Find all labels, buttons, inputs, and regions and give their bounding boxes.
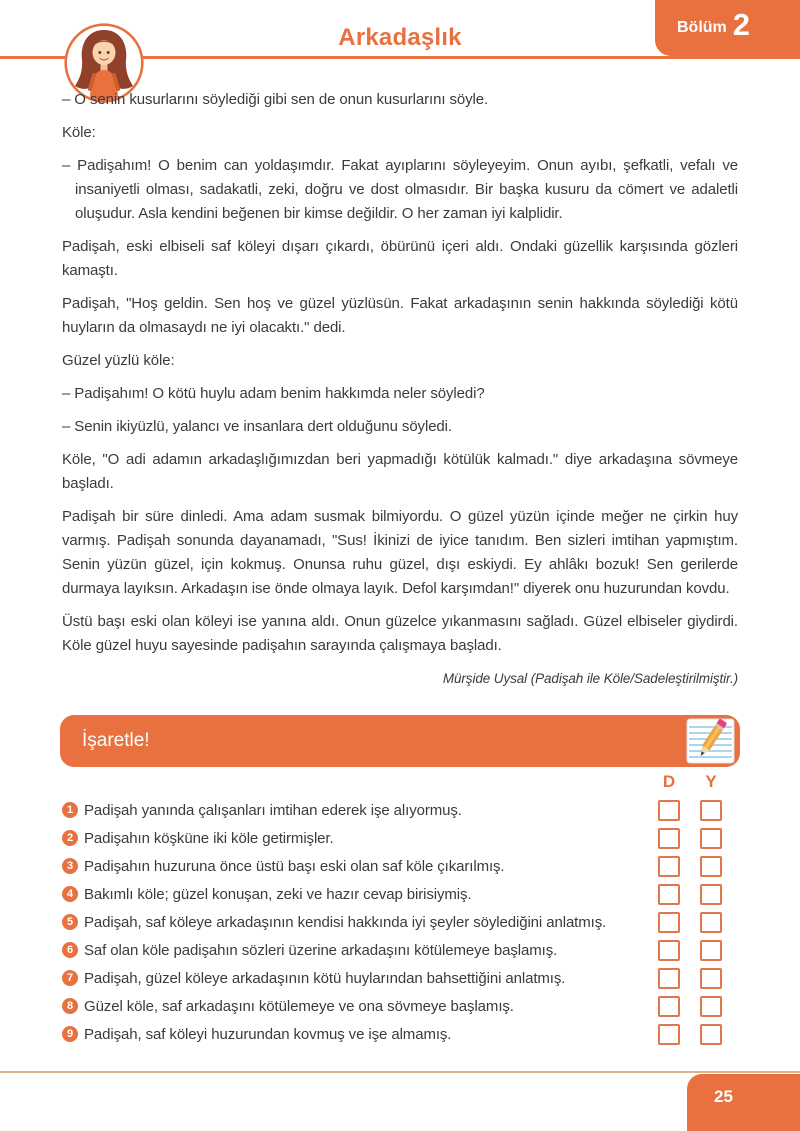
quiz-item xyxy=(62,800,738,821)
item-text: Padişahın huzuruna önce üstü başı eski olan saf köle çıkarılmış. xyxy=(84,858,505,875)
item-number-badge: 7 xyxy=(62,970,78,986)
item-number-badge: 8 xyxy=(62,998,78,1014)
checkbox-dogru[interactable] xyxy=(658,968,680,989)
checkbox-dogru[interactable] xyxy=(658,884,680,905)
story-text xyxy=(62,88,738,691)
item-text: Padişah, saf köleye arkadaşının kendisi hakkında iyi şeyler söylediğini anlatmış. xyxy=(84,914,607,931)
activity-banner-label: İşaretle! xyxy=(82,730,150,751)
story-paragraph: Üstü başı eski olan köleyi ise yanına aldı. Onun güzelce yıkanmasını sağladı. Güzel elbiseler giydirdi. Köle güzel huyu sayesinde padişahın sarayında çalışmaya başladı. xyxy=(62,613,738,654)
column-header-dogru: D xyxy=(662,772,676,791)
chapter-number: 2 xyxy=(732,7,751,42)
story-paragraph: Padişah bir süre dinledi. Ama adam susmak bilmiyordu. O güzel yüzün içinde meğer ne çirkin huy varmış. Padişah sonunda dayanamadı, "Sus! İkinizi de iyice tanıdım. Ben sizleri imtihan yapmıştım. Senin yüzün güzel, için kokmuş. Onunsa ruhu güzel, dışı eskiydi. Ey ahlâkı bozuk! Sen gerilerde durmaya layıksın. Arkadaşın ise önde olmaya layık. Defol karşımdan!" diyerek onu huzurundan kovdu. xyxy=(62,508,738,597)
checkbox-yanlis[interactable] xyxy=(700,912,722,933)
item-text: Padişah, saf köleyi huzurundan kovmuş ve işe almamış. xyxy=(84,1026,452,1043)
item-text: Padişah, güzel köleye arkadaşının kötü huylarından bahsettiğini anlatmış. xyxy=(84,970,566,987)
story-paragraph: – O senin kusurlarını söylediği gibi sen de onun kusurlarını söyle. xyxy=(62,91,489,108)
quiz-item xyxy=(62,968,738,989)
checkbox-dogru[interactable] xyxy=(658,1024,680,1045)
pencil-notepad-icon xyxy=(686,718,735,764)
story-paragraph: – Padişahım! O kötü huylu adam benim hakkımda neler söyledi? xyxy=(62,385,485,402)
page-title: Arkadaşlık xyxy=(338,24,462,51)
quiz-item xyxy=(62,856,738,877)
item-number-badge: 3 xyxy=(62,858,78,874)
story-paragraph: Köle, "O adi adamın arkadaşlığımızdan beri yapmadığı kötülük kalmadı." diye arkadaşına sövmeye başladı. xyxy=(62,451,738,492)
story-attribution: Mürşide Uysal (Padişah ile Köle/Sadeleştirilmiştir.) xyxy=(442,671,738,686)
quiz-item xyxy=(62,1024,738,1045)
item-text: Padişah yanında çalışanları imtihan ederek işe alıyormuş. xyxy=(84,802,462,819)
item-number-badge: 5 xyxy=(62,914,78,930)
page-number-badge xyxy=(687,1074,800,1131)
column-header-yanlis: Y xyxy=(705,772,717,791)
item-number-badge: 9 xyxy=(62,1026,78,1042)
checkbox-yanlis[interactable] xyxy=(700,800,722,821)
quiz-item xyxy=(62,912,738,933)
checkbox-dogru[interactable] xyxy=(658,996,680,1017)
item-text: Güzel köle, saf arkadaşını kötülemeye ve ona sövmeye başlamış. xyxy=(84,998,514,1015)
checkbox-dogru[interactable] xyxy=(658,912,680,933)
checkbox-yanlis[interactable] xyxy=(700,828,722,849)
checkbox-yanlis[interactable] xyxy=(700,996,722,1017)
footer-divider xyxy=(0,1071,800,1073)
item-number-badge: 2 xyxy=(62,830,78,846)
story-paragraph: Padişah, "Hoş geldin. Sen hoş ve güzel yüzlüsün. Fakat arkadaşının senin hakkında söylediği kötü huyların da olmasaydı ne iyi olacaktı." dedi. xyxy=(62,295,738,336)
item-text: Padişahın köşküne iki köle getirmişler. xyxy=(84,830,334,847)
activity-banner xyxy=(60,715,740,767)
story-paragraph: Güzel yüzlü köle: xyxy=(62,352,175,369)
checkbox-dogru[interactable] xyxy=(658,828,680,849)
checkbox-dogru[interactable] xyxy=(658,800,680,821)
checkbox-yanlis[interactable] xyxy=(700,968,722,989)
checkbox-yanlis[interactable] xyxy=(700,856,722,877)
quiz-item xyxy=(62,996,738,1017)
quiz-column-headers xyxy=(62,772,738,800)
checkbox-dogru[interactable] xyxy=(658,856,680,877)
checkbox-yanlis[interactable] xyxy=(700,940,722,961)
story-paragraph: – Senin ikiyüzlü, yalancı ve insanlara dert olduğunu söyledi. xyxy=(62,418,452,435)
true-false-quiz xyxy=(62,772,738,1052)
page-number: 25 xyxy=(714,1087,733,1106)
checkbox-yanlis[interactable] xyxy=(700,884,722,905)
item-text: Bakımlı köle; güzel konuşan, zeki ve hazır cevap birisiymiş. xyxy=(84,886,472,903)
chapter-badge xyxy=(655,0,800,56)
checkbox-yanlis[interactable] xyxy=(700,1024,722,1045)
chapter-label: Bölüm xyxy=(677,19,727,36)
quiz-item xyxy=(62,940,738,961)
story-paragraph: Köle: xyxy=(62,124,96,141)
story-paragraph: Padişah, eski elbiseli saf köleyi dışarı çıkardı, öbürünü içeri aldı. Ondaki güzellik karşısında gözleri kamaştı. xyxy=(62,238,738,279)
checkbox-dogru[interactable] xyxy=(658,940,680,961)
quiz-item xyxy=(62,828,738,849)
item-number-badge: 6 xyxy=(62,942,78,958)
item-text: Saf olan köle padişahın sözleri üzerine arkadaşını kötülemeye başlamış. xyxy=(84,942,558,959)
quiz-item xyxy=(62,884,738,905)
item-number-badge: 4 xyxy=(62,886,78,902)
item-number-badge: 1 xyxy=(62,802,78,818)
story-paragraph: – Padişahım! O benim can yoldaşımdır. Fakat ayıplarını söyleyeyim. Onun ayıbı, şefkatli, vefalı ve insaniyetli olması, sadakatli, zeki, doğru ve dost olmasıdır. Bir başka kusuru da cömert ve adaletli oluşudur. Asla kendini beğenen bir kimse değildir. O her zaman iyi kalplidir. xyxy=(62,157,738,222)
